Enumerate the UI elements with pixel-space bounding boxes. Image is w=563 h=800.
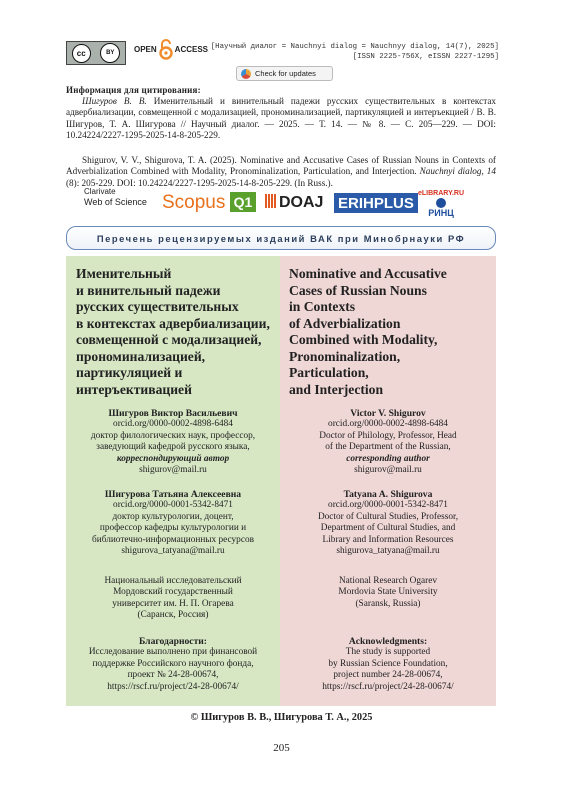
- title-line: партикуляцией и: [76, 365, 183, 380]
- orcid-link[interactable]: orcid.org/0000-0001-5342-8471: [113, 500, 233, 511]
- ack-line: by Russian Science Foundation,: [328, 658, 448, 669]
- affiliation-line: Мордовский государственный: [113, 587, 233, 598]
- author-name: Шигуров Виктор Васильевич: [108, 408, 238, 419]
- author-email[interactable]: shigurov@mail.ru: [354, 465, 422, 476]
- affiliation-line: университет им. Н. П. Огарева: [112, 598, 234, 609]
- author-role: корреспондирующий автор: [116, 453, 230, 464]
- check-for-updates-button[interactable]: [236, 66, 333, 81]
- ack-line: поддержке Российского научного фонда,: [92, 658, 254, 669]
- vak-banner: Перечень рецензируемых изданий ВАК при Минобрнауки РФ: [66, 226, 496, 250]
- title-line: and Interjection: [289, 381, 384, 397]
- author-position: заведующий кафедрой русского языка,: [96, 442, 250, 453]
- citation-en-doi: (8): 205-229. DOI: 10.24224/2227-1295-2025-14-8-205-229. (In Russ.).: [66, 177, 333, 188]
- author-email[interactable]: shigurov@mail.ru: [139, 465, 207, 476]
- author-name: Victor V. Shigurov: [350, 408, 426, 419]
- author-name: Шигурова Татьяна Алексеевна: [104, 489, 242, 500]
- title-line: Nominative and Accusative: [289, 266, 447, 281]
- wos-label: Web of Science: [84, 197, 147, 207]
- author-position-cont: Library and Information Resources: [322, 534, 454, 545]
- open-label: OPEN: [134, 44, 157, 54]
- ack-link[interactable]: https://rscf.ru/project/24-28-00674/: [107, 681, 239, 692]
- clarivate-label: Clarivate: [84, 187, 116, 196]
- english-title: [289, 266, 489, 398]
- title-line: Pronominalization,: [289, 348, 401, 364]
- author-name: Tatyana A. Shigurova: [343, 489, 433, 500]
- author-degree: Doctor of Cultural Studies, Professor,: [317, 511, 459, 522]
- author-position-cont: библиотечно-информационных ресурсов: [91, 534, 254, 545]
- author-degree: доктор филологических наук, профессор,: [90, 430, 256, 441]
- citation-ru-authors: Шигуров В. В.: [82, 96, 147, 106]
- title-line: интеръективацией: [76, 381, 192, 397]
- orcid-link[interactable]: orcid.org/0000-0002-4898-6484: [328, 419, 448, 430]
- cc-license-badge[interactable]: [66, 41, 126, 65]
- russian-affiliation: [66, 576, 280, 622]
- english-author-1: [280, 408, 496, 476]
- access-label: ACCESS: [174, 44, 209, 54]
- elibrary-label: eLIBRARY.RU: [418, 190, 465, 197]
- title-line: в контекстах адвербиализации,: [76, 315, 270, 331]
- author-role: corresponding author: [346, 453, 430, 464]
- title-line: прономинализацией,: [76, 348, 206, 364]
- title-line: Именительный: [76, 266, 172, 281]
- elibrary-logo[interactable]: [418, 189, 464, 218]
- title-line: Cases of Russian Nouns: [289, 282, 427, 298]
- journal-reference: [211, 42, 499, 62]
- citation-heading: Информация для цитирования:: [66, 85, 201, 95]
- rinc-figure-icon: [436, 198, 446, 208]
- ack-title: Благодарности:: [138, 636, 208, 647]
- ack-line: project number 24-28-00674,: [333, 670, 443, 681]
- orcid-link[interactable]: orcid.org/0000-0002-4898-6484: [113, 419, 233, 430]
- affiliation-line: Национальный исследовательский: [104, 576, 242, 586]
- ack-link[interactable]: https://rscf.ru/project/24-28-00674/: [322, 681, 454, 692]
- affiliation-line: National Research Ogarev: [338, 576, 438, 586]
- author-position: of the Department of the Russian,: [325, 442, 451, 453]
- english-acknowledgments: [280, 636, 496, 693]
- citation-en: [66, 155, 496, 189]
- title-line: Combined with Modality,: [289, 332, 438, 347]
- title-line: in Contexts: [289, 299, 356, 314]
- q1-badge: Q1: [230, 192, 256, 212]
- title-line: совмещенной с модализацией,: [76, 332, 262, 347]
- citation-en-journal: Nauchnyi dialog, 14: [419, 166, 496, 177]
- rinc-label: РИНЦ: [428, 208, 454, 218]
- ack-line: проект № 24-28-00674,: [127, 670, 219, 681]
- title-line: и винительный падежи: [76, 282, 221, 298]
- title-line: русских существительных: [76, 299, 239, 314]
- citation-ru-text: Именительный и винительный падежи русских существительных в контекстах адвербиализации, совмещенной с модализацией, прономинализацией, партикуляцией и интеръекцией / В. В. Шигуров, Т. А. Шигурова // Научный диалог. — 2025. — Т. 14. — № 8. — С. 205—229. — DOI: 10.24224/2227-1295-2025-14-8-205-229.: [66, 96, 496, 141]
- ack-title: Acknowledgments:: [348, 636, 428, 647]
- doaj-label: DOAJ: [279, 194, 324, 211]
- title-line: Particulation,: [289, 365, 369, 380]
- russian-author-1: [66, 408, 280, 476]
- affiliation-line: (Саранск, Россия): [137, 610, 209, 621]
- crossmark-icon: [241, 69, 251, 79]
- doaj-logo[interactable]: [265, 194, 323, 212]
- indexing-logos: [84, 187, 484, 219]
- affiliation-line: (Saransk, Russia): [355, 598, 421, 609]
- orcid-link[interactable]: orcid.org/0000-0001-5342-8471: [328, 500, 448, 511]
- author-email[interactable]: shigurova_tatyana@mail.ru: [336, 546, 440, 557]
- ack-line: Исследование выполнено при финансовой: [88, 647, 258, 658]
- issn-line: [ISSN 2225-756X, eISSN 2227-1295]: [352, 53, 499, 61]
- author-position: профессор кафедры культурологии и: [99, 523, 247, 534]
- page-number: 205: [273, 742, 290, 754]
- web-of-science-logo[interactable]: [84, 187, 147, 207]
- russian-panel: [66, 256, 280, 706]
- english-affiliation: [280, 576, 496, 610]
- author-degree: Doctor of Philology, Professor, Head: [319, 430, 457, 441]
- doaj-bars-icon: [265, 194, 277, 208]
- russian-acknowledgments: [66, 636, 280, 693]
- copyright-line: © Шигуров В. В., Шигурова Т. А., 2025: [190, 712, 373, 723]
- check-updates-label: Check for updates: [255, 69, 316, 78]
- citation-ru: [66, 96, 496, 142]
- citation-en-text: Shigurov, V. V., Shigurova, T. A. (2025). Nominative and Accusative Cases of Russian Nouns in Contexts of Adverbialization Combined with Modality, Pronominalization, Particulation, and Interjection.: [66, 155, 496, 177]
- scopus-logo[interactable]: Scopus: [162, 192, 226, 213]
- russian-title: [76, 266, 276, 398]
- by-icon: BY: [100, 43, 120, 63]
- english-author-2: [280, 489, 496, 557]
- author-position: Department of Cultural Studies, and: [320, 523, 456, 534]
- author-email[interactable]: shigurova_tatyana@mail.ru: [121, 546, 225, 557]
- author-degree: доктор культурологии, доцент,: [112, 511, 234, 522]
- erihplus-logo[interactable]: ERIHPLUS: [334, 193, 418, 213]
- title-line: of Adverbialization: [289, 315, 401, 331]
- russian-author-2: [66, 489, 280, 557]
- english-panel: [280, 256, 496, 706]
- journal-line: [Научный диалог = Nauchnyi dialog = Nauchnyy dialog, 14(7), 2025]: [210, 43, 499, 51]
- ack-line: The study is supported: [345, 647, 431, 658]
- affiliation-line: Mordovia State University: [338, 587, 438, 598]
- cc-icon: cc: [72, 44, 91, 63]
- open-access-logo: [134, 38, 208, 60]
- open-access-lock-icon: [159, 38, 173, 60]
